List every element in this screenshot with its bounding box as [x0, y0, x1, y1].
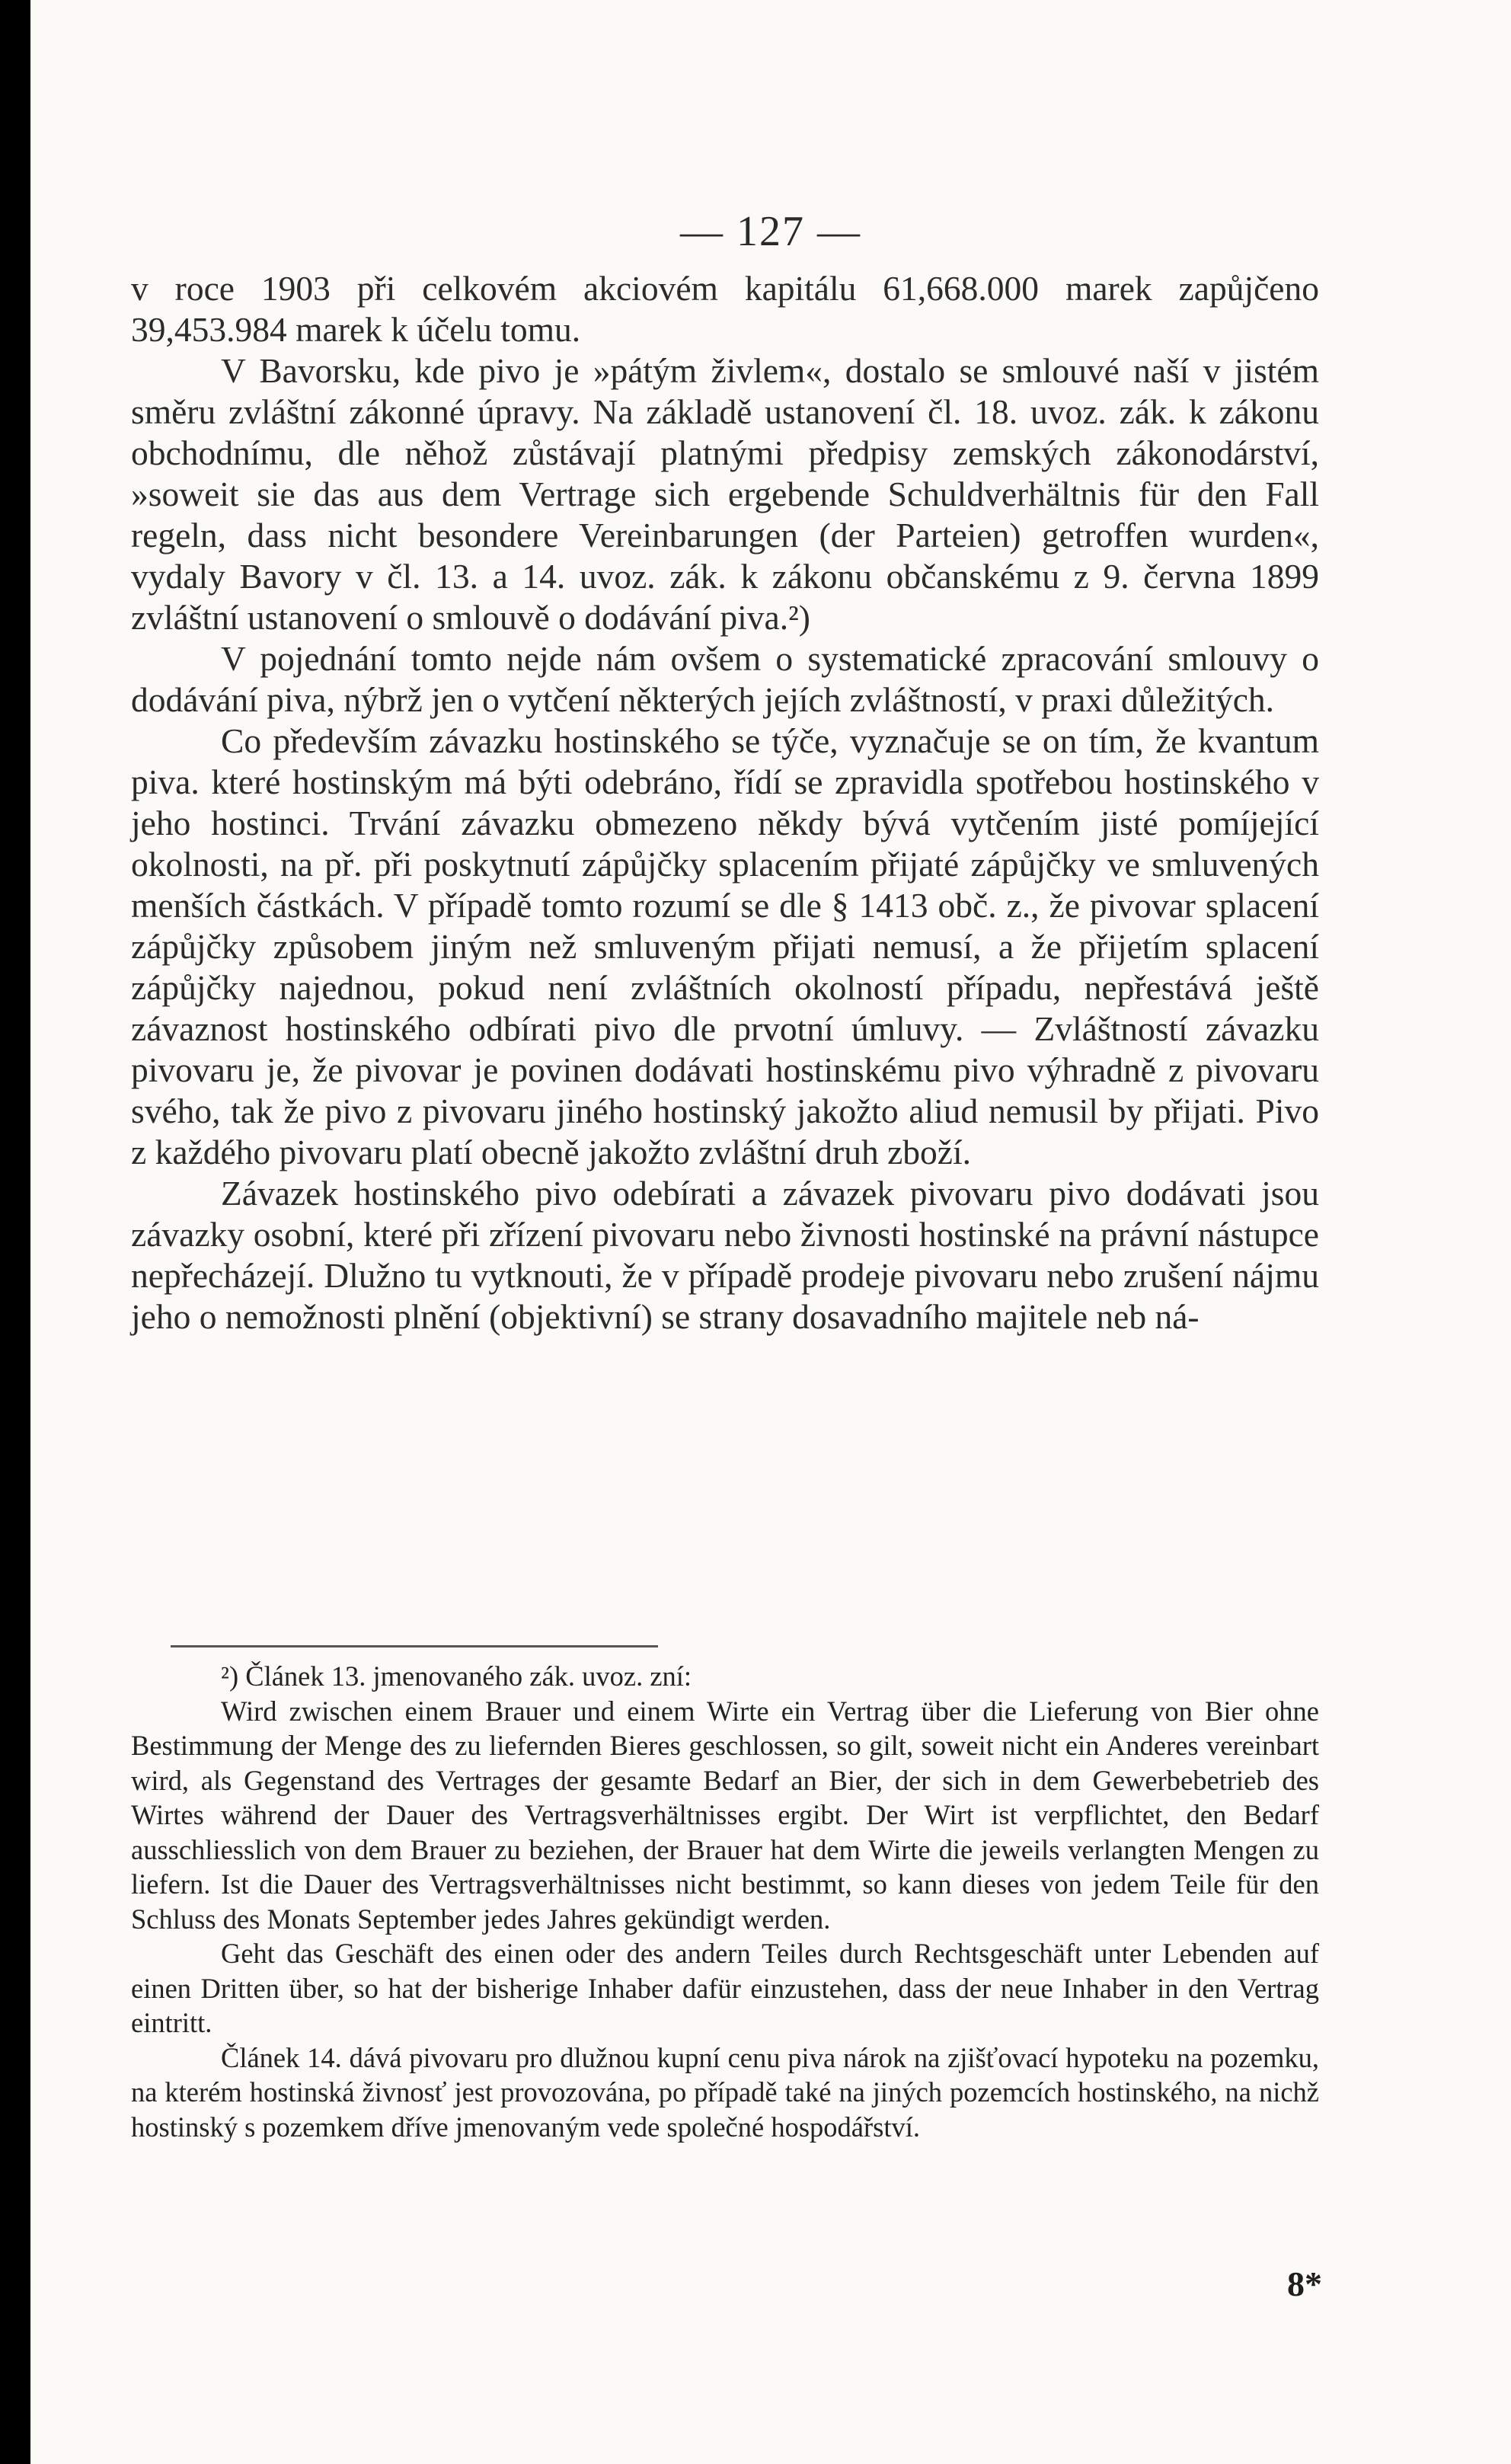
paragraph: Co především závazku hostinského se týče, vyznačuje se on tím, že kvantum piva. které hostinským má býti odebráno, řídí se zpravidla spotřebou hostinského v jeho hostinci. Trvání závazku obmezeno někdy bývá vytčením jisté pomíjející okolnosti, na př. při poskytnutí zápůjčky splacením přijaté zápůjčky ve smluvených menších částkách. V případě tomto rozumí se dle § 1413 obč. z., že pivovar splacení zápůjčky způsobem jiným než smluveným přijati nemusí, a že přijetím splacení zápůjčky najednou, pokud není zvláštních okolností případu, nepřestává ještě závaznost hostinského odbírati pivo dle prvotní úmluvy. — Zvláštností závazku pivovaru je, že pivovar je povinen dodávati hostinskému pivo výhradně z pivovaru svého, tak že pivo z pivovaru jiného hostinský jakožto aliud nemusil by přijati. Pivo z každého pivovaru platí obecně jakožto zvláštní druh zboží. [131, 721, 1319, 1171]
footnote-paragraph: Wird zwischen einem Brauer und einem Wirte ein Vertrag über die Lieferung von Bier ohne Bestimmung der Menge des zu liefernden Bieres geschlossen, so gilt, soweit nicht ein Anderes vereinbart wird, als Gegenstand des Vertrages der gesamte Bedarf an Bier, der sich in dem Gewerbebetrieb des Wirtes während der Dauer des Vertragsverhältnisses ergibt. Der Wirt ist verpflichtet, den Bedarf ausschliesslich von dem Brauer zu beziehen, der Brauer hat dem Wirte die jeweils verlangten Mengen zu liefern. Ist die Dauer des Vertragsverhältnisses nicht bestimmt, so kann dieses von jedem Teile für den Schluss des Monats September jedes Jahres gekündigt werden. [131, 1695, 1319, 1935]
footnote-paragraph: Článek 14. dává pivovaru pro dlužnou kupní cenu piva nárok na zjišťovací hypoteku na pozemku, na kterém hostinská živnosť jest provozována, po případě také na jiných pozemcích hostinského, na nichž hostinský s pozemkem dříve jmenovaným vede společné hospodářství. [131, 2041, 1319, 2143]
paragraph: V Bavorsku, kde pivo je »pátým živlem«, dostalo se smlouvé naší v jistém směru zvláštní zákonné úpravy. Na základě ustanovení čl. 18. uvoz. zák. k zákonu obchodnímu, dle něhož zůstávají platnými předpisy zemských zákonodárství, »soweit sie das aus dem Vertrage sich ergebende Schuldverhältnis für den Fall regeln, dass nicht besondere Vereinbarungen (der Parteien) getroffen wurden«, vydaly Bavory v čl. 13. a 14. uvoz. zák. k zákonu občanskému z 9. června 1899 zvláštní ustanovení o smlouvě o dodávání piva.²) [131, 351, 1319, 637]
footnote-heading: ²) Článek 13. jmenovaného zák. uvoz. zní: [221, 1660, 692, 1692]
footnote-divider [171, 1645, 658, 1647]
paragraph: v roce 1903 při celkovém akciovém kapitálu 61,668.000 marek zapůjčeno 39,453.984 marek k účelu tomu. [131, 269, 1319, 349]
main-text [131, 268, 1319, 1337]
book-page [30, 0, 1511, 2464]
paragraph: V pojednání tomto nejde nám ovšem o systematické zpracování smlouvy o dodávání piva, nýbrž jen o vytčení některých jejích zvláštností, v praxi důležitých. [131, 639, 1319, 719]
footnotes [131, 1659, 1319, 2144]
footnote-paragraph: Geht das Geschäft des einen oder des andern Teiles durch Rechtsgeschäft unter Lebenden auf einen Dritten über, so hat der bisherige Inhaber dafür einzustehen, dass der neue Inhaber in den Vertrag eintritt. [131, 1938, 1319, 2038]
page-number: — 127 — [680, 208, 861, 255]
paragraph: Závazek hostinského pivo odebírati a závazek pivovaru pivo dodávati jsou závazky osobní, které při zřízení pivovaru nebo živnosti hostinské na právní nástupce nepřecházejí. Dlužno tu vytknouti, že v případě prodeje pivovaru nebo zrušení nájmu jeho o nemožnosti plnění (objektivní) se strany dosavadního majitele neb ná- [131, 1174, 1319, 1336]
printer-signature-mark: 8* [1287, 2264, 1322, 2303]
